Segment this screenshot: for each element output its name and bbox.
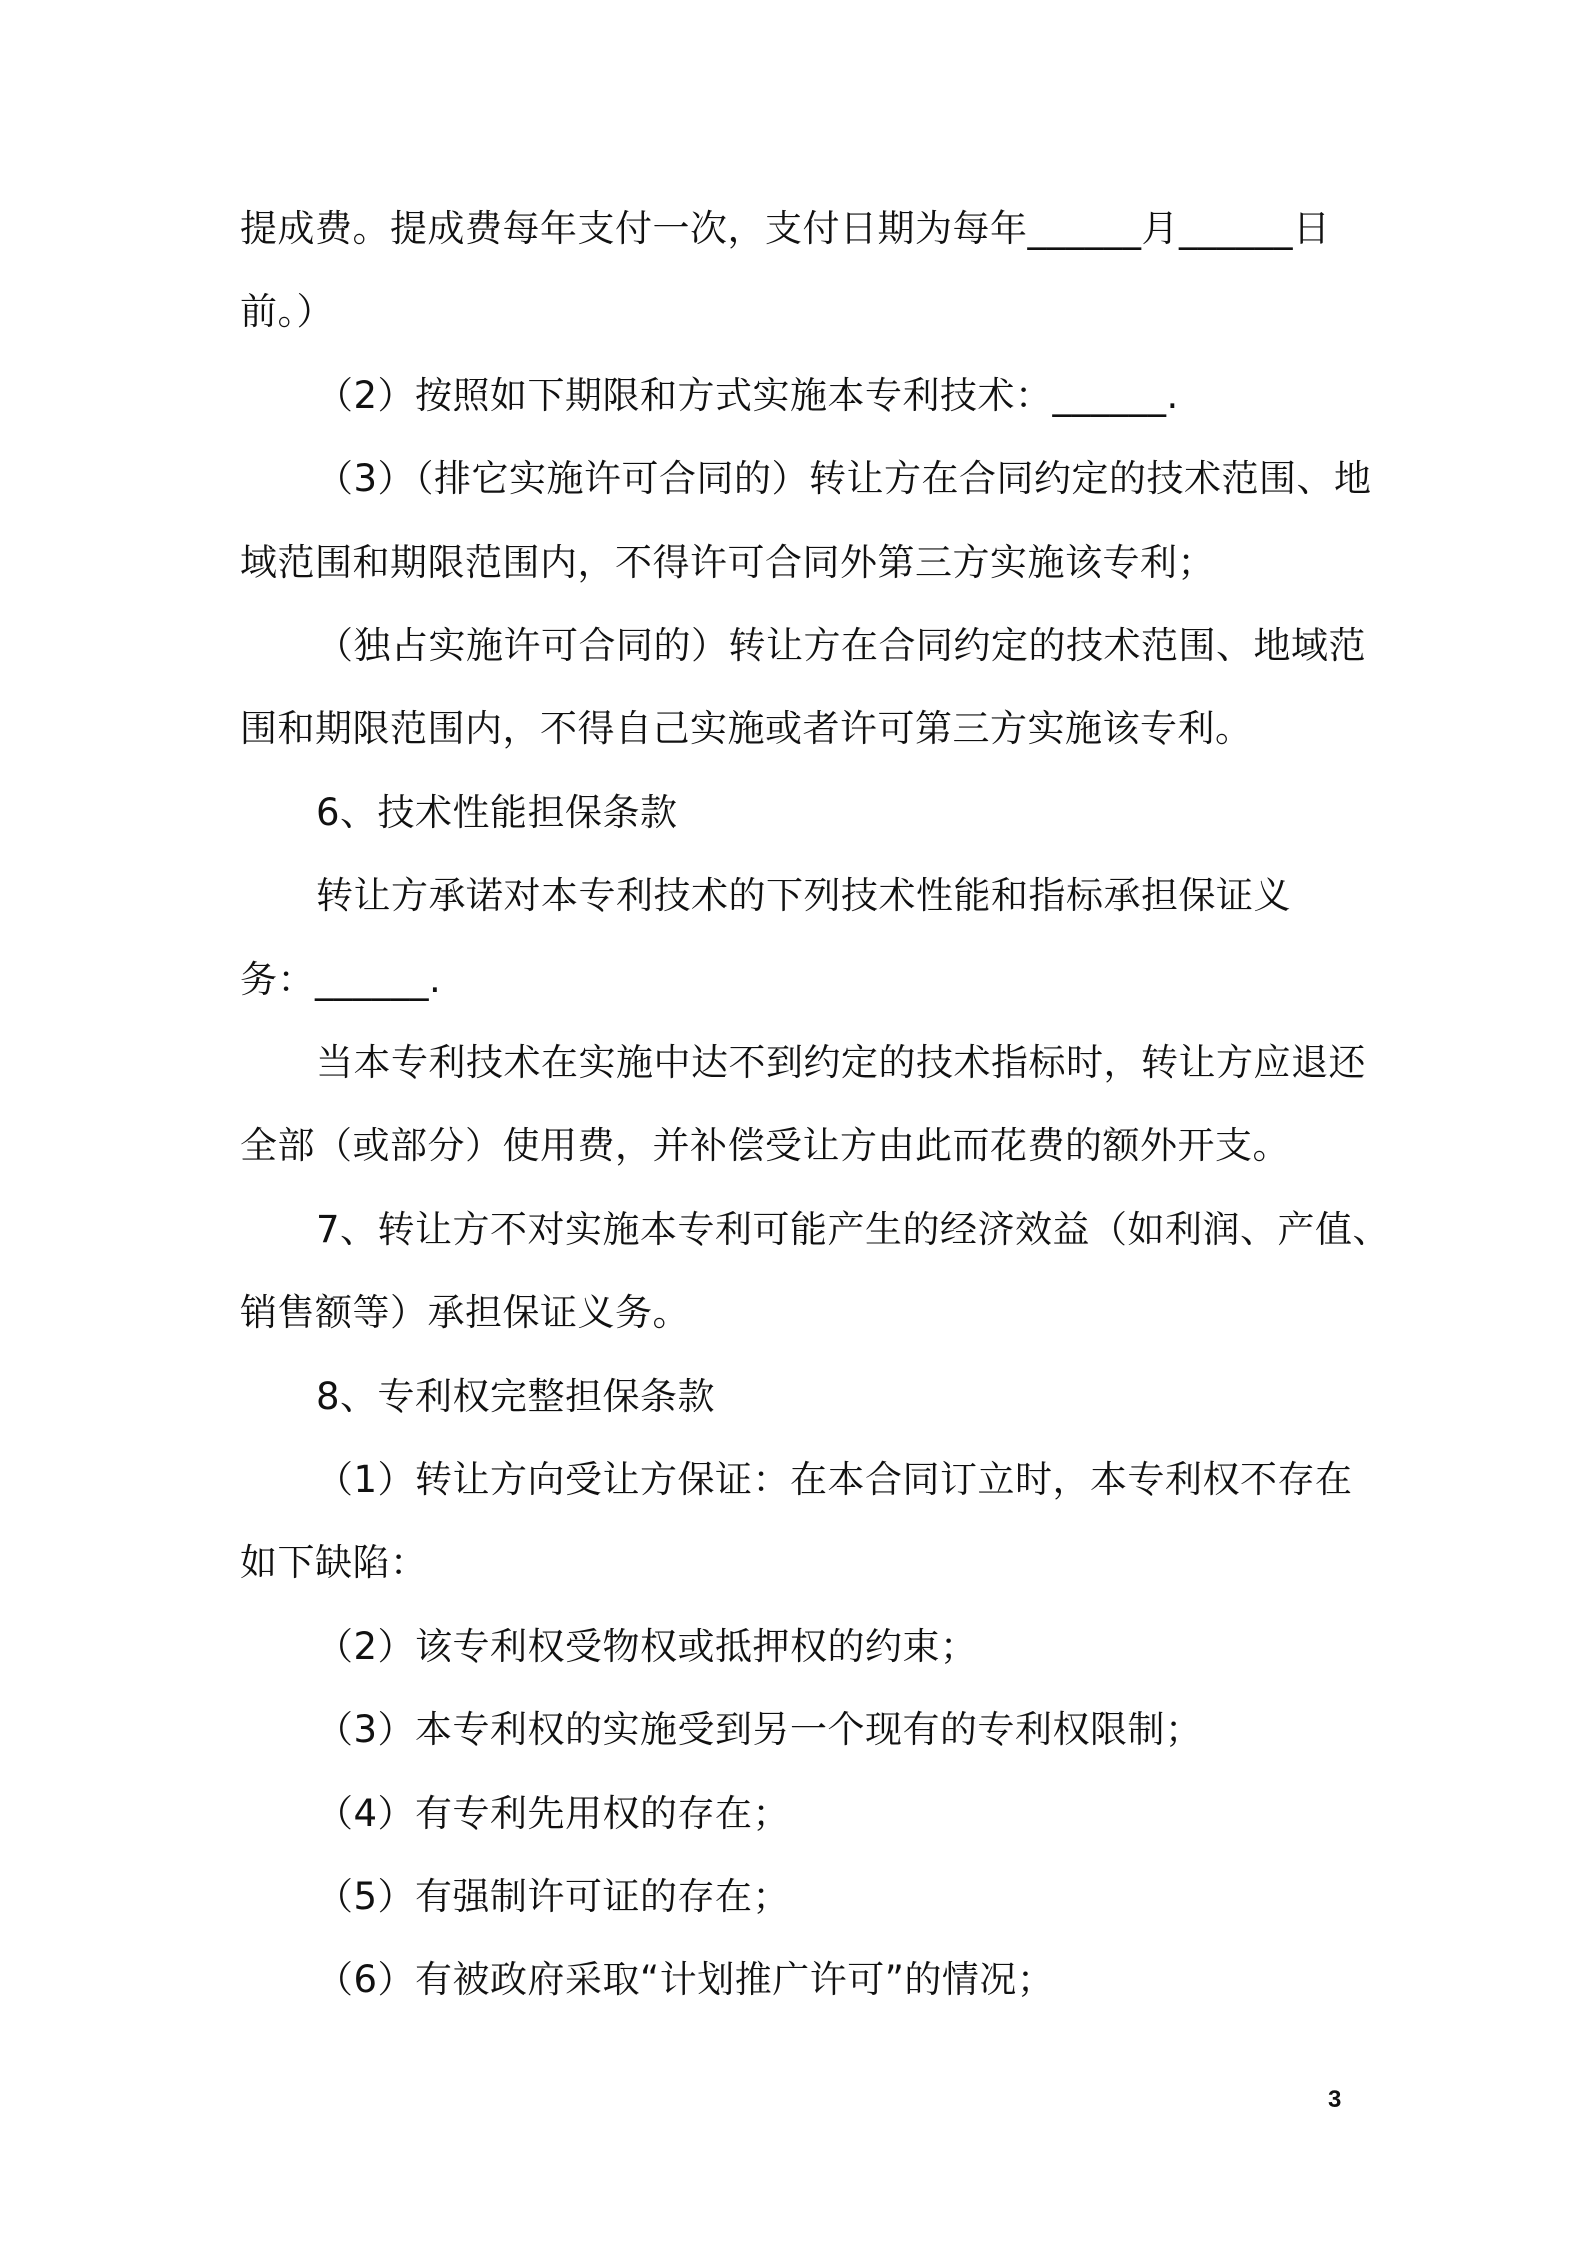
page-number: 3: [1328, 2086, 1342, 2113]
section-heading-8: 8、专利权完整担保条款: [316, 1375, 716, 1418]
text-line-22: （6）有被政府采取“计划推广许可”的情况；: [316, 1958, 1055, 2001]
text-line-2: 前。）: [240, 290, 334, 333]
text-line-14: 销售额等）承担保证义务。: [240, 1291, 690, 1334]
text-line-16: （1）转让方向受让方保证：在本合同订立时，本专利权不存在: [316, 1458, 1353, 1501]
text-line-11: 当本专利技术在实施中达不到约定的技术指标时，转让方应退还: [316, 1041, 1366, 1084]
text-line-9: 转让方承诺对本专利技术的下列技术性能和指标承担保证义: [316, 874, 1291, 917]
text-line-4: （3）（排它实施许可合同的）转让方在合同约定的技术范围、地: [316, 457, 1372, 500]
text-line-1: 提成费。提成费每年支付一次，支付日期为每年______月______日: [240, 207, 1331, 250]
text-line-19: （3）本专利权的实施受到另一个现有的专利权限制；: [316, 1708, 1203, 1751]
section-heading-6: 6、技术性能担保条款: [316, 791, 678, 834]
text-line-10: 务：______.: [240, 958, 442, 1001]
text-line-13: 7、转让方不对实施本专利可能产生的经济效益（如利润、产值、: [316, 1208, 1391, 1251]
text-line-3: （2）按照如下期限和方式实施本专利技术：______.: [316, 374, 1179, 417]
text-line-5: 域范围和期限范围内，不得许可合同外第三方实施该专利；: [240, 541, 1215, 584]
text-line-20: （4）有专利先用权的存在；: [316, 1792, 791, 1835]
text-line-17: 如下缺陷：: [240, 1541, 428, 1584]
text-line-12: 全部（或部分）使用费，并补偿受让方由此而花费的额外开支。: [240, 1124, 1290, 1167]
text-line-21: （5）有强制许可证的存在；: [316, 1875, 791, 1918]
text-line-18: （2）该专利权受物权或抵押权的约束；: [316, 1625, 978, 1668]
text-line-6: （独占实施许可合同的）转让方在合同约定的技术范围、地域范: [316, 624, 1366, 667]
text-line-7: 围和期限范围内，不得自己实施或者许可第三方实施该专利。: [240, 707, 1253, 750]
